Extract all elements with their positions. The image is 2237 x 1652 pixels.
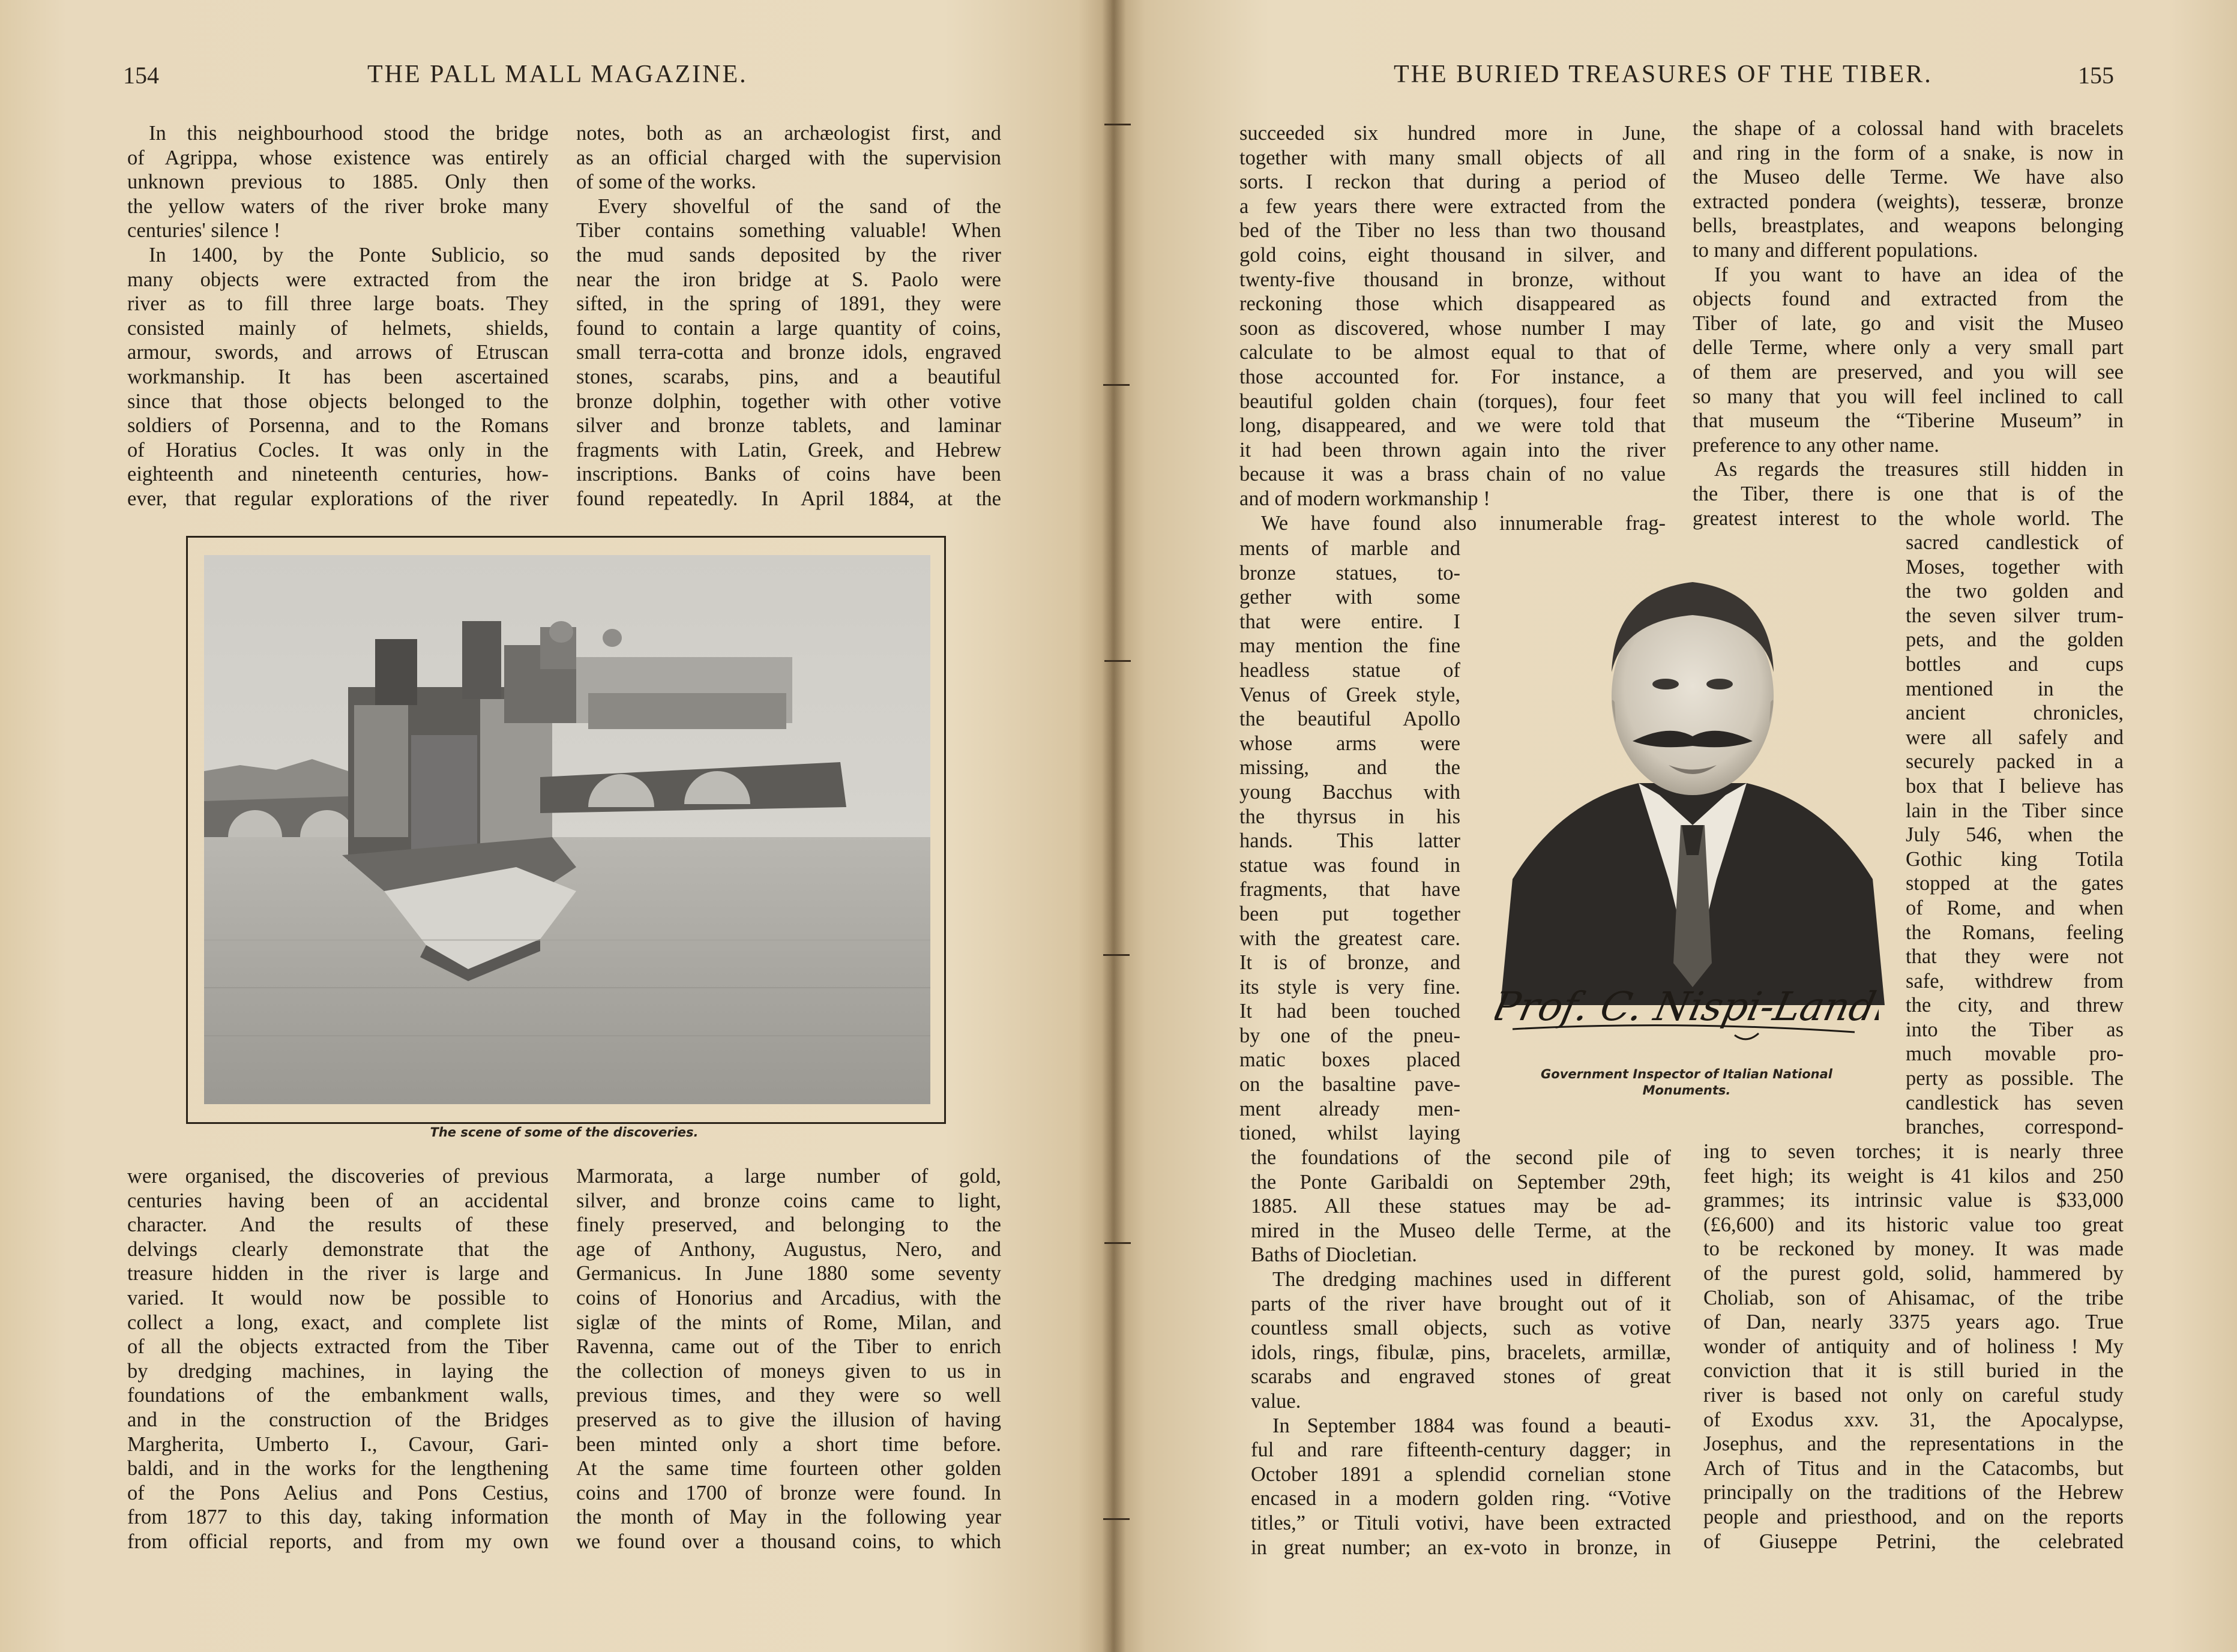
text-line: the collection of moneys given to us in [576, 1359, 1001, 1383]
text-line: feet high; its weight is 41 kilos and 250 [1703, 1164, 2124, 1188]
text-line: hands. This latter [1239, 829, 1460, 853]
text-line: ancient chronicles, [1906, 701, 2124, 725]
text-line: with the greatest care. [1239, 927, 1460, 950]
text-line: extracted pondera (weights), tesseræ, bronze [1693, 190, 2124, 213]
text-line: that museum the “Tiberine Museum” in [1693, 409, 2124, 433]
text-line: principally on the traditions of the Hebrew [1703, 1481, 2124, 1504]
text-line: conviction that it is still buried in the [1703, 1359, 2124, 1383]
portrait-caption [1513, 1066, 1861, 1099]
text-line: character. And the results of these [127, 1213, 549, 1237]
text-line: long, disappeared, and we were told that [1239, 414, 1666, 437]
text-line: armour, swords, and arrows of Etruscan [127, 341, 549, 364]
text-line: been minted only a short time before. [576, 1432, 1001, 1456]
text-line: In 1400, by the Ponte Sublicio, so [149, 243, 549, 266]
page-edge-mark [1104, 1242, 1131, 1244]
text-line: river is based not only on careful study [1703, 1383, 2124, 1407]
text-line: we found over a thousand coins, to which [576, 1530, 1001, 1553]
text-line: found to contain a large quantity of coins, [576, 316, 1001, 340]
text-line: to be reckoned by money. It was made [1703, 1237, 2124, 1261]
text-line: encased in a modern golden ring. “Votive [1251, 1487, 1671, 1510]
text-line: the seven silver trum- [1906, 604, 2124, 627]
text-line: collect a long, exact, and complete list [127, 1311, 549, 1334]
page-number: 154 [123, 62, 159, 89]
running-head: THE PALL MALL MAGAZINE. [367, 61, 748, 88]
right-col2-bottom [1703, 1140, 2124, 1554]
text-line: box that I believe has [1906, 774, 2124, 797]
text-line: lain in the Tiber since [1906, 799, 2124, 822]
text-line: scarabs and engraved stones of great [1251, 1365, 1671, 1389]
text-line: of Agrippa, whose existence was entirely [127, 146, 549, 169]
text-line: inscriptions. Banks of coins have been [576, 463, 1001, 486]
text-line: treasure hidden in the river is large and [127, 1262, 549, 1285]
text-line: It is of bronze, and [1239, 951, 1460, 975]
text-line: bronze dolphin, together with other votive [576, 389, 1001, 413]
text-line: branches, correspond- [1906, 1116, 2124, 1139]
text-line: stones, scarabs, pins, and a beautiful [576, 365, 1001, 388]
text-line: young Bacchus with [1239, 780, 1460, 803]
text-line: the city, and threw [1906, 994, 2124, 1017]
text-line: centuries' silence ! [127, 219, 281, 242]
text-line: greatest interest to the whole world. The [1693, 506, 2124, 530]
text-line: the Tiber, there is one that is of the [1693, 482, 2124, 505]
text-line: river as to fill three large boats. They [127, 292, 549, 316]
text-line: of some of the works. [576, 170, 756, 194]
text-line: siglæ of the mints of Rome, Milan, and [576, 1311, 1001, 1334]
text-line: preference to any other name. [1693, 433, 1939, 457]
text-line: sifted, in the spring of 1891, they were [576, 292, 1001, 316]
text-line: sorts. I reckon that during a period of [1239, 170, 1666, 194]
text-line: ments of marble and [1239, 537, 1460, 560]
text-line: We have found also innumerable frag- [1261, 511, 1666, 535]
text-line: the Romans, feeling [1906, 921, 2124, 944]
text-line: (£6,600) and its historic value too great [1703, 1213, 2124, 1236]
text-line: missing, and the [1239, 756, 1460, 779]
text-line: were all safely and [1906, 725, 2124, 749]
text-line: and in the construction of the Bridges [127, 1408, 549, 1431]
text-line: foundations of the embankment walls, [127, 1384, 549, 1407]
text-line: silver and bronze tablets, and laminar [576, 414, 1001, 437]
text-line: Margherita, Umberto I., Cavour, Gari- [127, 1432, 549, 1456]
text-line: a few years there were extracted from the [1239, 194, 1666, 218]
text-line: titles,” or Tituli votivi, have been extracted [1251, 1511, 1671, 1534]
text-line: tioned, whilst laying [1239, 1122, 1460, 1145]
text-line: If you want to have an idea of the [1714, 263, 2124, 286]
text-line: headless statue of [1239, 658, 1460, 682]
signature-graphic [1495, 972, 1879, 1044]
portrait-engraving [1489, 543, 1897, 1005]
text-line: many objects were extracted from the [127, 268, 549, 291]
text-line: calculate to be almost equal to that of [1239, 341, 1666, 364]
tiber-island-illustration [204, 555, 930, 1104]
text-line: At the same time fourteen other golden [576, 1457, 1001, 1480]
text-line: Arch of Titus and in the Catacombs, but [1703, 1456, 2124, 1480]
text-line: Baths of Diocletian. [1251, 1243, 1417, 1267]
right-col2-top [1693, 116, 2124, 530]
text-line: near the iron bridge at S. Paolo were [576, 268, 1001, 291]
text-line: the shape of a colossal hand with bracelets [1693, 117, 2124, 140]
text-line: October 1891 a splendid cornelian stone [1251, 1462, 1671, 1486]
page-number: 155 [2078, 62, 2114, 89]
text-line: bells, breastplates, and weapons belonging [1693, 214, 2124, 238]
text-line: grammes; its intrinsic value is $33,000 [1703, 1189, 2124, 1212]
text-line: bed of the Tiber no less than two thousand [1239, 219, 1666, 242]
text-line: As regards the treasures still hidden in [1714, 458, 2124, 481]
text-line: fragments with Latin, Greek, and Hebrew [576, 438, 1001, 461]
text-line: and of modern workmanship ! [1239, 487, 1490, 510]
text-line: ever, that regular explorations of the river [127, 487, 549, 510]
inspector-portrait [1489, 543, 1897, 1005]
text-line: finely preserved, and belonging to the [576, 1213, 1001, 1237]
text-line: beautiful golden chain (torques), four feet [1239, 389, 1666, 413]
text-line: countless small objects, such as votive [1251, 1317, 1671, 1340]
page-edge-mark [1104, 124, 1131, 125]
text-line: those accounted for. For instance, a [1239, 365, 1666, 388]
text-line: varied. It would now be possible to [127, 1286, 549, 1309]
text-line: fragments, that have [1239, 878, 1460, 901]
text-line: of the Pons Aelius and Pons Cestius, [127, 1481, 549, 1504]
text-line: gether with some [1239, 586, 1460, 609]
text-line: since that those objects belonged to the [127, 389, 549, 413]
text-line: it had been thrown again into the river [1239, 438, 1666, 461]
text-line: It had been touched [1239, 1000, 1460, 1023]
text-line: July 546, when the [1906, 823, 2124, 847]
text-line: into the Tiber as [1906, 1018, 2124, 1041]
right-col2-narrow [1906, 530, 2124, 1140]
text-line: so many that you will feel inclined to call [1693, 385, 2124, 408]
text-line: that were entire. I [1239, 610, 1460, 633]
text-line: value. [1251, 1389, 1301, 1413]
left-col2-bottom [576, 1164, 1001, 1554]
portrait-caption-line: Government Inspector of Italian National [1541, 1067, 1832, 1081]
text-line: previous times, and they were so well [576, 1384, 1001, 1407]
text-line: soldiers of Porsenna, and to the Romans [127, 414, 549, 437]
text-line: coins and 1700 of bronze were found. In [576, 1481, 1001, 1504]
text-line: ment already men- [1239, 1097, 1460, 1120]
text-line: the mud sands deposited by the river [576, 243, 1001, 266]
text-line: the yellow waters of the river broke many [127, 194, 549, 218]
text-line: the thyrsus in his [1239, 805, 1460, 828]
running-head: THE BURIED TREASURES OF THE TIBER. [1394, 61, 1933, 88]
text-line: by one of the pneu- [1239, 1024, 1460, 1047]
text-line: centuries having been of an accidental [127, 1189, 549, 1212]
text-line: found repeatedly. In April 1884, at the [576, 487, 1001, 510]
left-col1-bottom [127, 1164, 549, 1554]
text-line: Ravenna, came out of the Tiber to enrich [576, 1335, 1001, 1359]
text-line: bottles and cups [1906, 652, 2124, 676]
text-line: unknown previous to 1885. Only then [127, 170, 549, 194]
text-line: pets, and the golden [1906, 628, 2124, 652]
text-line: whose arms were [1239, 731, 1460, 755]
text-line: coins of Honorius and Arcadius, with the [576, 1286, 1001, 1309]
text-line: safe, withdrew from [1906, 969, 2124, 993]
text-line: together with many small objects of all [1239, 146, 1666, 169]
text-line: of all the objects extracted from the Tiber [127, 1335, 549, 1359]
text-line: 1885. All these statues may be ad- [1251, 1195, 1671, 1218]
text-line: delle Terme, where only a very small part [1693, 336, 2124, 359]
text-line: in great number; an ex-voto in bronze, in [1251, 1536, 1671, 1559]
page-edge-mark [1103, 954, 1130, 956]
text-line: mired in the Museo delle Terme, at the [1251, 1219, 1671, 1242]
text-line: gold coins, eight thousand in silver, and [1239, 243, 1666, 266]
text-line: the month of May in the following year [576, 1506, 1001, 1529]
text-line: ing to seven torches; it is nearly three [1703, 1140, 2124, 1163]
portrait-caption-line: Monuments. [1642, 1083, 1731, 1098]
book-gutter [1102, 0, 1126, 1652]
text-line: and ring in the form of a snake, is now in [1693, 141, 2124, 164]
text-line: Gothic king Totila [1906, 847, 2124, 871]
tiber-island-photo [204, 555, 930, 1104]
text-line: of Exodus xxv. 31, the Apocalypse, [1703, 1408, 2124, 1431]
text-line: Marmorata, a large number of gold, [576, 1165, 1001, 1188]
text-line: much movable pro- [1906, 1042, 2124, 1066]
text-line: sacred candlestick of [1906, 531, 2124, 554]
text-line: the Museo delle Terme. We have also [1693, 166, 2124, 189]
text-line: as an official charged with the supervision [576, 146, 1001, 169]
text-line: of Rome, and when [1906, 896, 2124, 919]
text-line: of Horatius Cocles. It was only in the [127, 438, 549, 461]
text-line: twenty-five thousand in bronze, without [1239, 268, 1666, 291]
text-line: candlestick has seven [1906, 1091, 2124, 1114]
text-line: from official reports, and from my own [127, 1530, 549, 1553]
left-page [0, 0, 1112, 1652]
text-line: consisted mainly of helmets, shields, [127, 316, 549, 340]
text-line: the Ponte Garibaldi on September 29th, [1251, 1170, 1671, 1194]
right-col1-bottom [1251, 1146, 1671, 1560]
text-line: that they were not [1906, 945, 2124, 969]
text-line: notes, both as an archæologist first, and [576, 122, 1001, 145]
text-line: Germanicus. In June 1880 some seventy [576, 1262, 1001, 1285]
text-line: mentioned in the [1906, 677, 2124, 700]
text-line: people and priesthood, and on the reports [1703, 1505, 2124, 1528]
text-line: small terra-cotta and bronze idols, engraved [576, 341, 1001, 364]
text-line: the foundations of the second pile of [1251, 1146, 1671, 1169]
right-col1-narrow [1239, 536, 1460, 1146]
text-line: bronze statues, to- [1239, 561, 1460, 584]
text-line: were organised, the discoveries of previous [127, 1165, 549, 1188]
text-line: Choliab, son of Ahisamac, of the tribe [1703, 1286, 2124, 1309]
page-edge-mark [1103, 1518, 1130, 1520]
text-line: been put together [1239, 902, 1460, 925]
text-line: age of Anthony, Augustus, Nero, and [576, 1237, 1001, 1261]
text-line: Tiber of late, go and visit the Museo [1693, 311, 2124, 335]
text-line: its style is very fine. [1239, 975, 1460, 999]
text-line: of Giuseppe Petrini, the celebrated [1703, 1530, 2124, 1553]
text-line: Josephus, and the representations in the [1703, 1432, 2124, 1456]
text-line: on the basaltine pave- [1239, 1073, 1460, 1096]
text-line: workmanship. It has been ascertained [127, 365, 549, 388]
text-line: Venus of Greek style, [1239, 683, 1460, 706]
signature-text: Prof. C. Nispi-Landi [1495, 983, 1879, 1030]
text-line: the beautiful Apollo [1239, 707, 1460, 731]
text-line: statue was found in [1239, 853, 1460, 877]
text-line: of the purest gold, solid, hammered by [1703, 1261, 2124, 1285]
text-line: matic boxes placed [1239, 1048, 1460, 1072]
text-line: In this neighbourhood stood the bridge [149, 122, 549, 145]
text-line: by dredging machines, in laying the [127, 1359, 549, 1383]
text-line: securely packed in a [1906, 750, 2124, 773]
text-line: to many and different populations. [1693, 238, 1978, 262]
text-line: preserved as to give the illusion of having [576, 1408, 1001, 1431]
text-line: from 1877 to this day, taking information [127, 1506, 549, 1529]
right-col1-top [1239, 121, 1666, 535]
text-line: ful and rare fifteenth-century dagger; in [1251, 1438, 1671, 1462]
text-line: The dredging machines used in different [1272, 1267, 1671, 1291]
text-line: delvings clearly demonstrate that the [127, 1237, 549, 1261]
text-line: stopped at the gates [1906, 872, 2124, 895]
text-line: wonder of antiquity and of holiness ! My [1703, 1335, 2124, 1358]
text-line: idols, rings, fibulæ, pins, bracelets, armillæ, [1251, 1341, 1671, 1364]
text-line: objects found and extracted from the [1693, 287, 2124, 311]
left-col1-top [127, 121, 549, 511]
text-line: Moses, together with [1906, 555, 2124, 578]
text-line: eighteenth and nineteenth centuries, how- [127, 463, 549, 486]
text-line: reckoning those which disappeared as [1239, 292, 1666, 316]
text-line: because it was a brass chain of no value [1239, 463, 1666, 486]
text-line: succeeded six hundred more in June, [1239, 122, 1666, 145]
text-line: may mention the fine [1239, 634, 1460, 658]
text-line: silver, and bronze coins came to light, [576, 1189, 1001, 1212]
text-line: parts of the river have brought out of it [1251, 1292, 1671, 1315]
left-col2-top [576, 121, 1001, 511]
page-edge-mark [1104, 660, 1131, 662]
text-line: of Dan, nearly 3375 years ago. True [1703, 1311, 2124, 1334]
text-line: perty as possible. The [1906, 1067, 2124, 1090]
text-line: soon as discovered, whose number I may [1239, 316, 1666, 340]
text-line: In September 1884 was found a beauti- [1272, 1414, 1671, 1437]
text-line: Tiber contains something valuable! When [576, 219, 1001, 242]
text-line: the two golden and [1906, 580, 2124, 603]
text-line: baldi, and in the works for the lengthening [127, 1457, 549, 1480]
text-line: Every shovelful of the sand of the [598, 194, 1001, 218]
text-line: of them are preserved, and you will see [1693, 360, 2124, 383]
inspector-signature [1495, 972, 1879, 1044]
page-edge-mark [1103, 384, 1130, 386]
figure-caption: The scene of some of the discoveries. [430, 1125, 699, 1140]
